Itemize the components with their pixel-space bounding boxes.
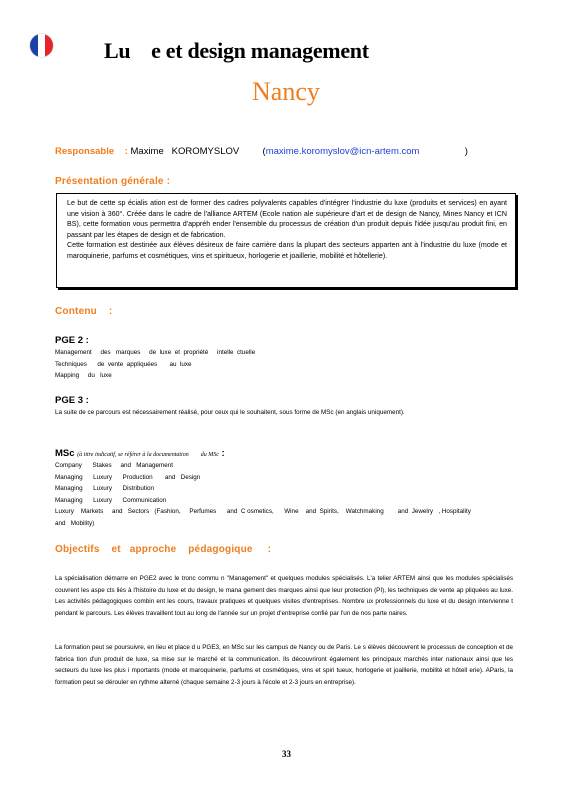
pge3-text: La suite de ce parcours est nécessairement réalisé, pour ceux qui le souhaitent, sous forme de MSc (en anglais uniquement). bbox=[55, 409, 405, 416]
email-close-paren: ) bbox=[464, 146, 468, 157]
presentation-paragraph-2: Cette formation est destinée aux élèves désireux de faire carrière dans la plupart des secteurs apparten ant à l'industrie du luxe (mode et maroquinerie, parfums et cosmétiques, vins et spiritueux, horlogerie et joaillerie, mobilité et hôtellerie). bbox=[67, 241, 507, 260]
list-item: Luxury Markets and Sectors (Fashion, Perfumes and C osmetics, Wine and Spirits, Watchmaking and Jewelry , Hospitality bbox=[55, 508, 471, 515]
flag-blue-band bbox=[30, 34, 38, 57]
presentation-heading: Présentation générale : bbox=[55, 176, 171, 187]
list-item: Managing Luxury Communication bbox=[55, 496, 167, 504]
list-item: Mapping du luxe bbox=[55, 372, 112, 379]
list-item: Managing Luxury Production and Design bbox=[55, 473, 201, 481]
msc-list bbox=[55, 460, 471, 529]
presentation-paragraph-1: Le but de cette sp écialis ation est de former des cadres polyvalents capables d'intégrer l'industrie du luxe (produits et services) en ayant une vision à 360°. Créée dans le cadre de l'alliance ARTEM (Ecole nation ale supérieure d'art et de design de Nancy, Mines Nancy et ICN BS), cette formation vous permettra d'appréh ender l'ensemble du processus de création d'un produit depuis l'idée jusqu'au produit fini, en passant par les étapes de design et de fabrication. bbox=[67, 199, 507, 239]
flag-red-band bbox=[45, 34, 53, 57]
objectifs-heading: Objectifs et approche pédagogique : bbox=[55, 544, 272, 555]
msc-title-line bbox=[55, 448, 225, 459]
contenu-heading: Contenu : bbox=[55, 306, 113, 317]
flag-white-band bbox=[38, 34, 46, 57]
list-item: Management des marques de luxe et propriété intelle ctuelle bbox=[55, 349, 256, 356]
page-subtitle: Nancy bbox=[252, 77, 320, 106]
pge3-title: PGE 3 : bbox=[55, 395, 89, 406]
list-item: Techniques de vente appliquées au luxe bbox=[55, 360, 192, 368]
responsable-name: Maxime KOROMYSLOV bbox=[130, 146, 240, 157]
pge2-title: PGE 2 : bbox=[55, 335, 89, 346]
presentation-box bbox=[56, 193, 516, 288]
list-item: and Mobility) bbox=[55, 519, 95, 527]
responsable-email-link[interactable]: maxime.koromyslov@icn-artem.com bbox=[265, 146, 420, 157]
objectifs-paragraph-1: La spécialisation démarre en PGE2 avec le tronc commu n "Management" et quelques modules spécialisés. L'a telier ARTEM ainsi que les modules spécialisés couvrent les aspe cts liés à l'histoire du luxe et du design, le mana gement des marques ainsi que leur protection (PI), les techniques de vente ap pliquées au luxe. Les activités pédagogiques combin ent les cours, travaux pratiques et quelques visites d'entreprises. Nombre ux professionnels du luxe et du design intervienne t pendant le parcours. Les élèves travaillent tout au long de l'année sur un projet d'entreprise confié par l'un de nos parte naires. bbox=[55, 575, 513, 617]
france-flag-icon bbox=[30, 34, 53, 57]
responsable-label: Responsable : bbox=[55, 146, 128, 157]
responsable-line bbox=[55, 146, 468, 157]
list-item: Company Stakes and Management bbox=[55, 462, 173, 469]
page-number: 33 bbox=[282, 749, 291, 759]
pge2-list bbox=[55, 347, 255, 382]
msc-title: MSc bbox=[55, 448, 75, 459]
msc-colon: : bbox=[221, 448, 225, 459]
email-open-paren: ( bbox=[262, 146, 266, 157]
objectifs-paragraph-2: La formation peut se poursuivre, en lieu et place d u PGE3, en MSc sur les campus de Nancy ou de Paris. Le s élèves découvrent le processus de conception et de fabrica tion d'un produit de luxe, sa mise sur le marché et la communication. Ils découvriront également les principaux marchés inter nationaux ainsi que les secteurs du luxe les plus i mportants (mode et maroquinerie, parfums et cosmétiques, vins et spiri tueux, horlogerie et joaillerie, mobilité et hôtell erie). AParis, la formation peut se dérouler en rythme alterné (chaque semaine 2-3 jours à l'école et 2-3 jours en entreprise). bbox=[55, 644, 513, 686]
list-item: Managing Luxury Distribution bbox=[55, 485, 155, 492]
page-title: Lu e et design management bbox=[104, 38, 369, 63]
msc-note: (à titre indicatif, se référer à la documentation du MSc bbox=[77, 452, 219, 458]
